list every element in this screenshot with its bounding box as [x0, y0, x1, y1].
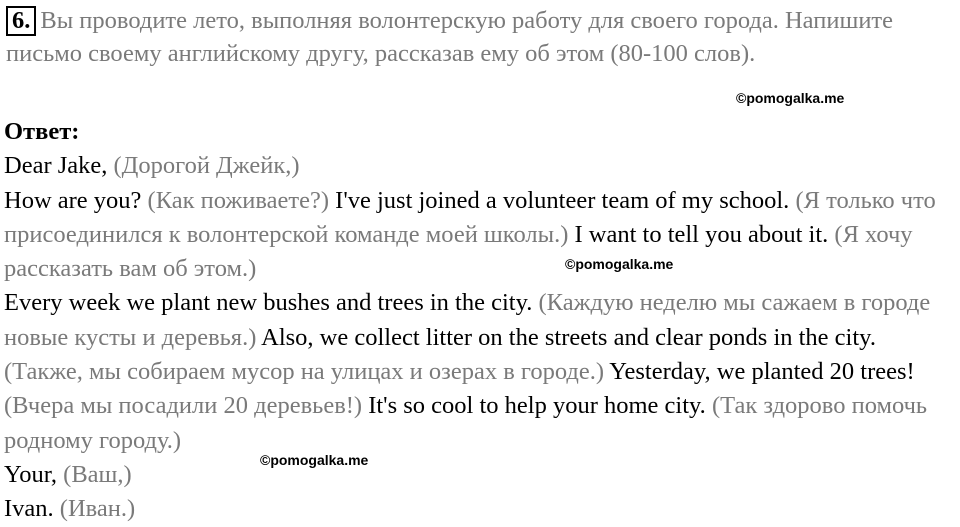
- task-statement: [6, 4, 956, 70]
- name-ru: (Иван.): [59, 495, 136, 523]
- task-text: Вы проводите лето, выполняя волонтерскую работу для своего города. Напишите письмо своему английскому другу, рассказав ему об этом (80-100 слов).: [6, 7, 894, 67]
- name-en: Ivan.: [4, 495, 54, 523]
- watermark: ©pomogalka.me: [260, 452, 369, 468]
- sentence-5-ru: (Также, мы собираем мусор на улицах и озерах в городе.): [4, 358, 605, 386]
- sentence-1-ru: (Как поживаете?): [147, 186, 330, 214]
- greeting-ru: (Дорогой Джейк,): [113, 152, 300, 180]
- watermark: ©pomogalka.me: [736, 90, 845, 106]
- answer-block: [4, 115, 958, 527]
- sentence-4-en: Every week we plant new bushes and trees in the city.: [4, 289, 533, 317]
- sentence-6-en: Yesterday, we planted 20 trees!: [609, 358, 915, 386]
- greeting-en: Dear Jake,: [4, 152, 108, 180]
- sentence-6-ru: (Вчера мы посадили 20 деревьев!): [4, 392, 363, 420]
- watermark: ©pomogalka.me: [565, 256, 674, 272]
- sentence-3-en: I want to tell you about it.: [574, 220, 829, 248]
- sentence-1-en: How are you?: [4, 186, 142, 214]
- task-number: 6.: [6, 6, 36, 36]
- closing-ru: (Ваш,): [63, 460, 132, 488]
- sentence-7-en: It's so cool to help your home city.: [368, 392, 706, 420]
- sentence-4-ru: (Каждую неделю мы сажаем в городе новые кусты и деревья.): [4, 289, 931, 351]
- paragraph-1: [4, 184, 958, 287]
- paragraph-2: [4, 286, 958, 457]
- sentence-7-ru: (Так здорово помочь родному городу.): [4, 392, 928, 454]
- answer-heading: Ответ:: [4, 118, 80, 145]
- sentence-5-en: Also, we collect litter on the streets and clear ponds in the city.: [261, 323, 876, 351]
- sentence-3-ru: (Я хочу рассказать вам об этом.): [4, 220, 913, 283]
- signature-line: [4, 492, 958, 526]
- sentence-2-en: I've just joined a volunteer team of my school.: [335, 186, 790, 214]
- closing-line: [4, 458, 958, 492]
- closing-en: Your,: [4, 460, 58, 488]
- sentence-2-ru: (Я только что присоединился к волонтерской команде моей школы.): [4, 186, 936, 248]
- greeting-line: [4, 149, 958, 183]
